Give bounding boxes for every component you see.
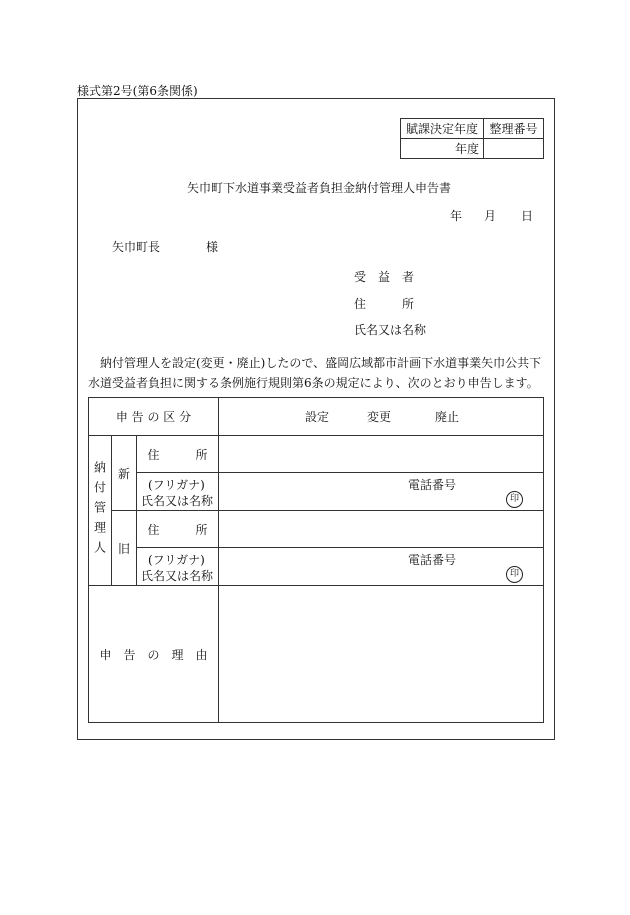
category-label: 申 告 の 区 分 — [115, 410, 192, 424]
declaration-text: 納付管理人を設定(変更・廃止)したので、盛岡広域都市計画下水道事業矢巾公共下水道受益者負担に関する条例施行規則第6条の規定により、次のとおり申告します。 — [88, 356, 542, 390]
new-name-label: 氏名又は名称 — [141, 494, 214, 508]
page-title: 矢巾町下水道事業受益者負担金納付管理人申告書 — [187, 181, 452, 195]
form-number: 様式第2号(第6条関係) — [77, 84, 198, 98]
fiscal-year-suffix: 年度 — [454, 142, 479, 156]
new-address-field[interactable] — [219, 436, 543, 472]
date-day: 日 — [521, 209, 534, 223]
old-address-field[interactable] — [219, 511, 543, 547]
applicant-address-label: 住 所 — [354, 297, 415, 311]
old-address-label: 住 所 — [147, 522, 208, 537]
old-name-label: 氏名又は名称 — [141, 569, 214, 583]
applicant-role: 受 益 者 — [354, 270, 415, 284]
new-address-label: 住 所 — [147, 447, 208, 462]
agent-label: 納付管理人 — [92, 460, 107, 561]
fiscal-year-header: 賦課決定年度 — [405, 122, 478, 136]
new-furigana-label: (フリガナ) — [148, 478, 205, 492]
addressee-honorific: 様 — [206, 240, 219, 254]
old-phone-label: 電話番号 — [408, 553, 457, 567]
date-year: 年 — [450, 209, 463, 223]
option-set[interactable]: 設定 — [304, 410, 329, 424]
reason-label: 申 告 の 理 由 — [99, 647, 208, 662]
date-month: 月 — [484, 209, 497, 223]
old-furigana-label: (フリガナ) — [148, 553, 205, 567]
addressee-name: 矢巾町長 — [112, 240, 161, 254]
applicant-name-label: 氏名又は名称 — [354, 323, 427, 337]
option-change[interactable]: 変更 — [366, 410, 391, 424]
serial-number-field[interactable] — [484, 139, 543, 158]
new-phone-label: 電話番号 — [408, 478, 457, 492]
old-label: 旧 — [117, 541, 130, 556]
new-seal-mark: 印 — [506, 491, 523, 508]
reason-field[interactable] — [219, 586, 543, 722]
option-abolish[interactable]: 廃止 — [434, 410, 459, 424]
old-seal-mark: 印 — [506, 566, 523, 583]
serial-number-header: 整理番号 — [489, 122, 538, 136]
new-label: 新 — [117, 466, 130, 481]
